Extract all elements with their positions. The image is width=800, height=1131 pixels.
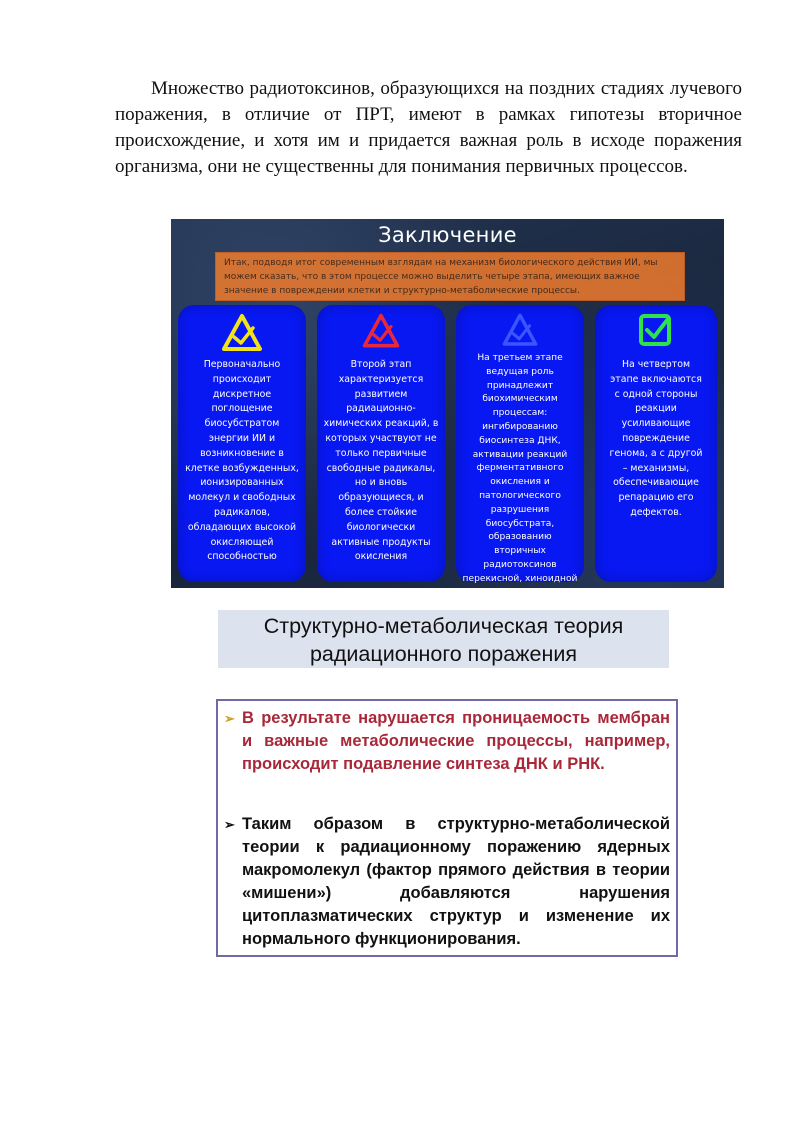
green-checkbox-icon [636,311,676,351]
stage-card-1 [178,305,306,582]
summary-banner: Итак, подводя итог современным взглядам на механизм биологического действия ИИ, мы можем сказать, что в этом процессе можно выделить четыре этапа, имеющих важное значение в повреждении клетки и структурно-метаболические процессы. [215,252,685,301]
slide-title: Заключение [378,223,517,247]
red-triangle-check-icon [360,311,402,353]
bullet-item-2 [224,813,670,951]
bullet-text: Таким образом в структурно-метаболической теории к радиационному поражению ядерных макромолекул (фактор прямого действия в теории «мишени») добавляются нарушения цитоплазматических структур и изменение их нормального функционирования. [242,815,670,948]
theory-title-line-2: радиационного поражения [309,642,578,666]
yellow-triangle-check-icon [219,311,265,357]
stage-card-4 [595,305,717,582]
bullet-arrow-icon: ➢ [224,817,235,832]
stage-card-text: На третьем этапе ведущая роль принадлежит биохимическим процессам: ингибированию биосинтеза ДНК, активации реакций ферментативного окисления и патологического разрушения биосубстрата, образованию вторичных радиотоксинов перекисной, хиноидной и другой природы [462,353,578,598]
bullet-item-1 [224,707,670,776]
stage-card-text: Второй этап характеризуется развитием радиационно-химических реакций, в которых участвуют не только первичные свободные радикалы, но и вновь образующиеся, и более стойкие биологически активные продукты окисления [323,359,439,563]
bullet-text: В результате нарушается проницаемость мембран и важные метаболические процессы, например, происходит подавление синтеза ДНК и РНК. [242,709,670,773]
theory-title-line-1: Структурно-метаболическая теория [263,614,624,638]
stage-card-3 [456,305,584,598]
blue-triangle-check-icon [500,311,540,351]
stage-card-text: Первоначально происходит дискретное поглощение биосубстратом энергии ИИ и возникновение в клетке возбужденных, ионизированных молекул и свободных радикалов, обладающих высокой окисляющей способностью [185,359,299,563]
conclusion-slide [171,219,724,598]
stage-card-text: На четвертом этапе включаются с одной стороны реакции усиливающие повреждение генома, а с другой – механизмы, обеспечивающие репарацию его дефектов. [609,359,703,518]
theory-title [218,610,669,668]
bullet-arrow-icon: ➢ [224,711,235,726]
theory-bullets-box [216,699,678,957]
body-paragraph: Множество радиотоксинов, образующихся на поздних стадиях лучевого поражения, в отличие от ПРТ, имеют в рамках гипотезы вторичное происхождение, и хотя им и придается важная роль в исходе поражения организма, они не существенны для понимания первичных процессов. [115,78,742,177]
stage-card-2 [317,305,445,582]
